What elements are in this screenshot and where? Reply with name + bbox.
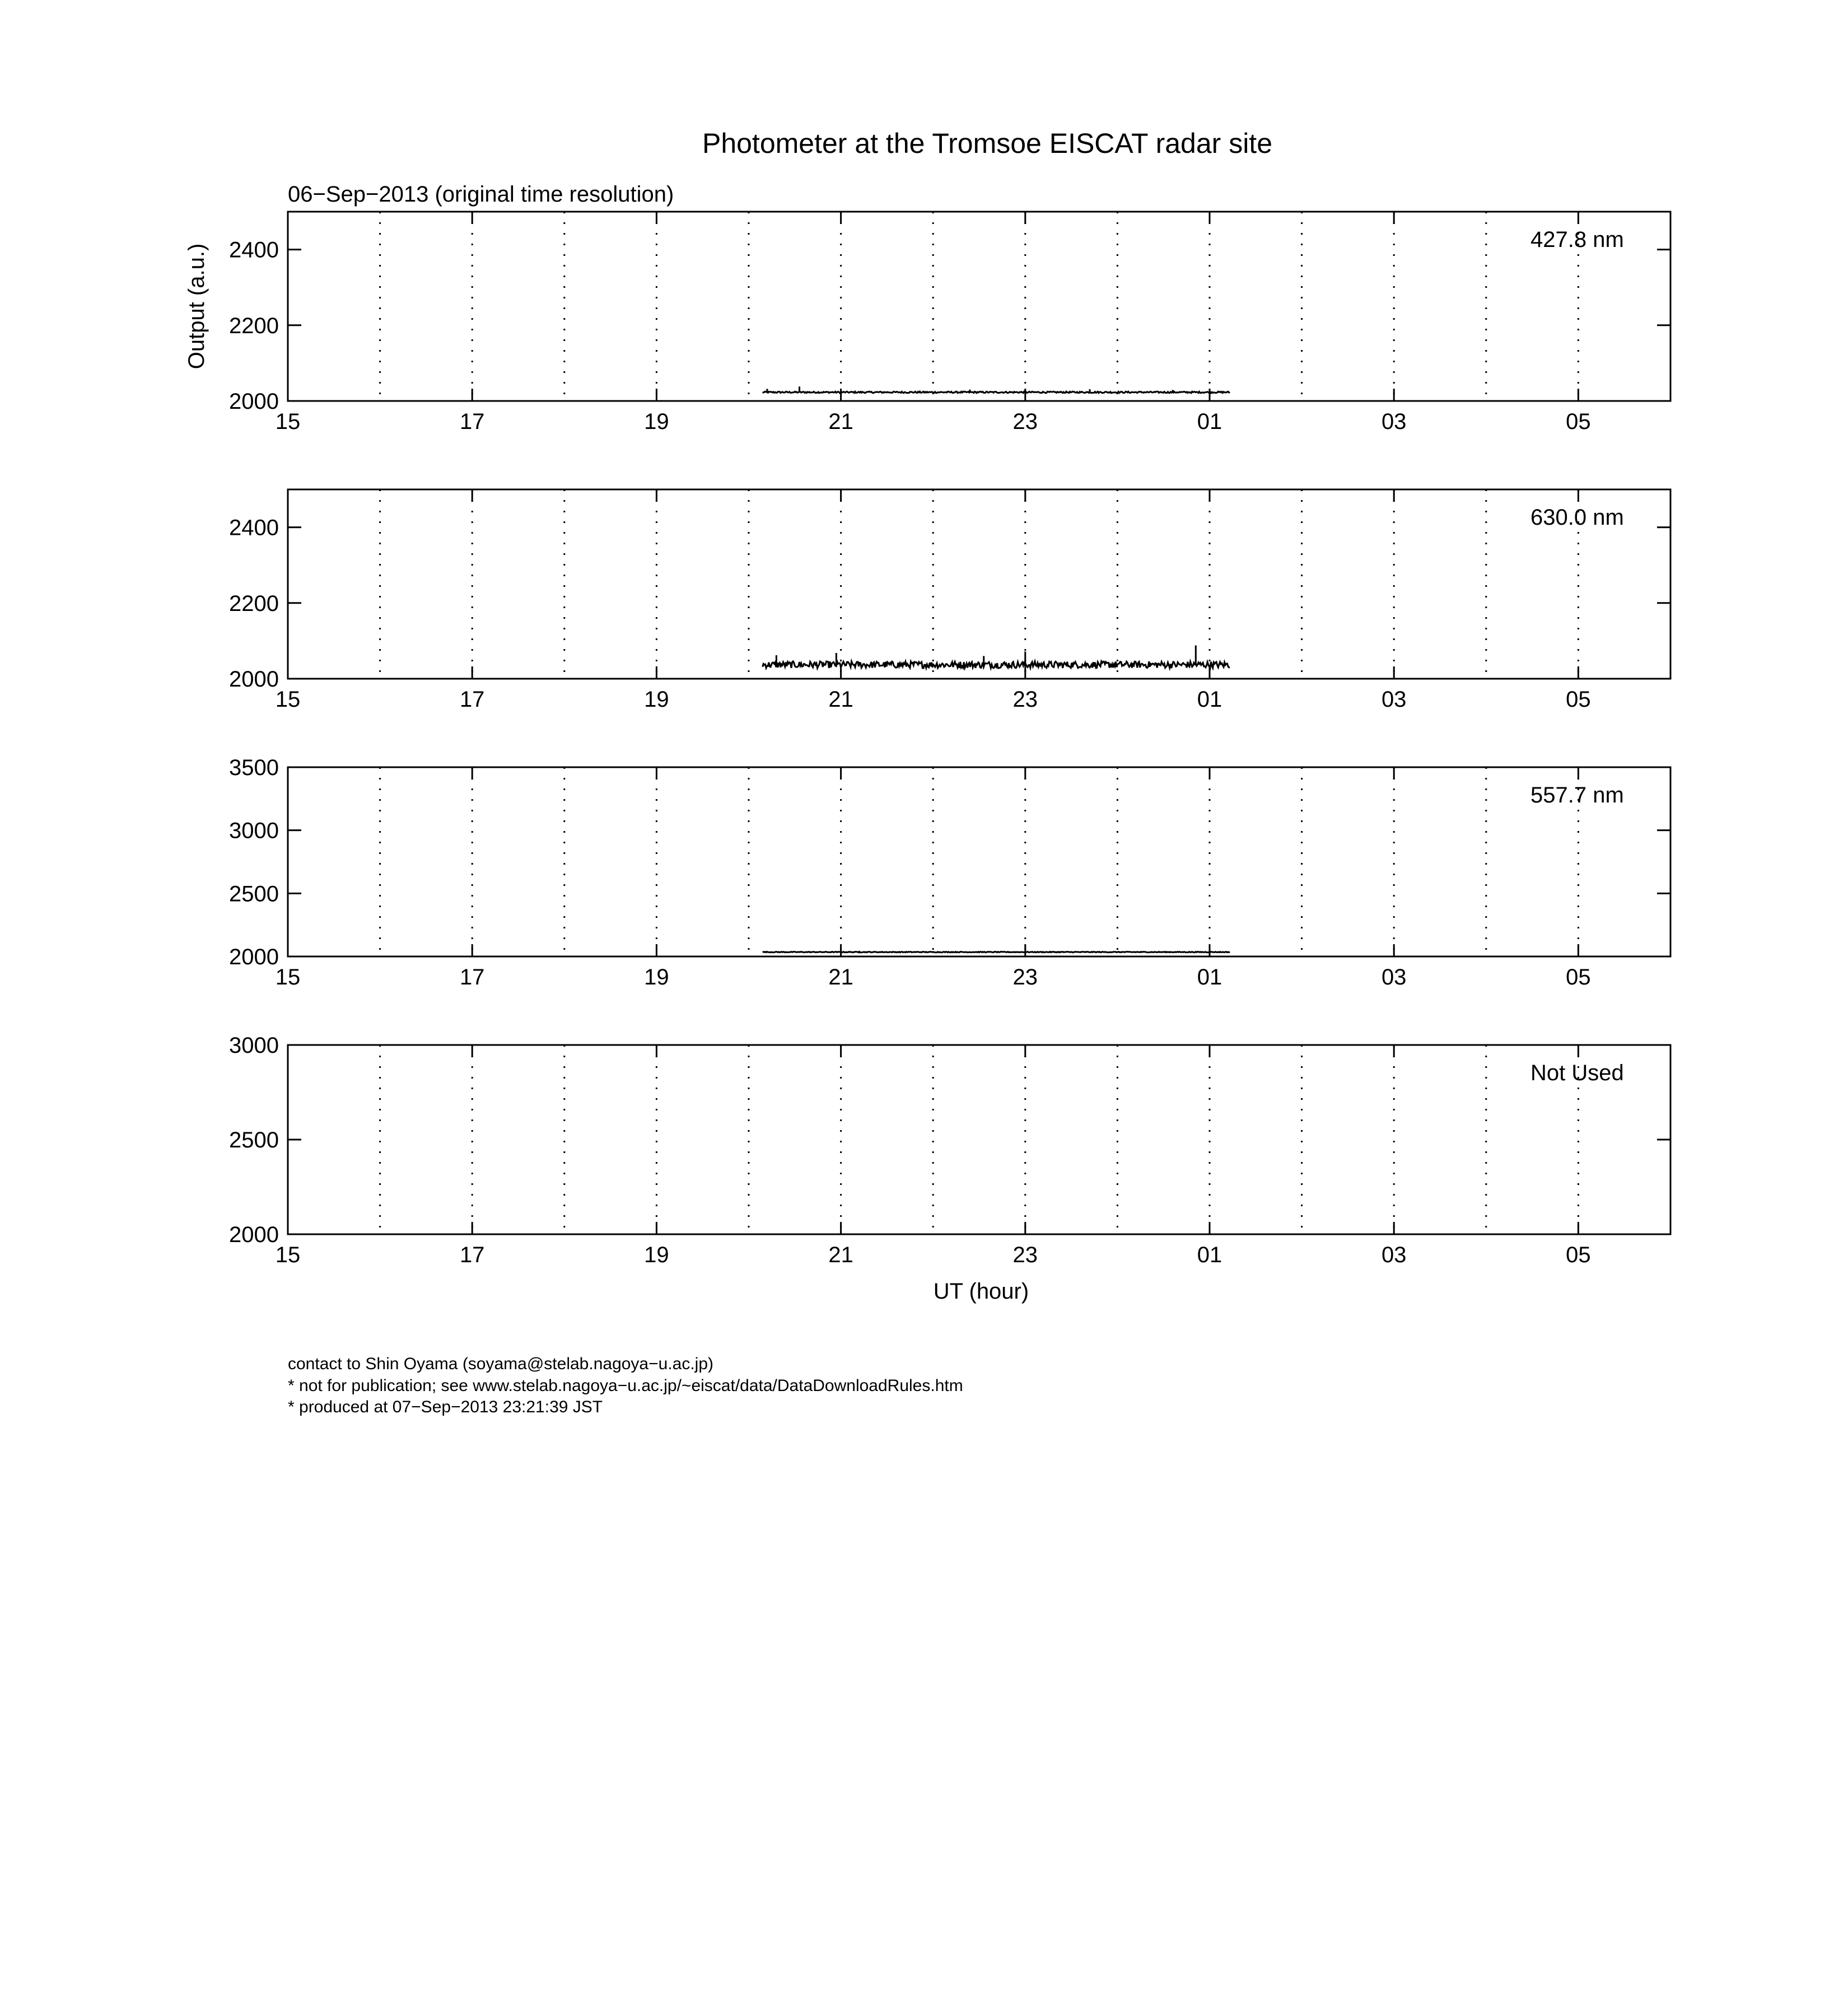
y-tick-label: 2400 xyxy=(229,237,279,263)
series-line xyxy=(763,391,1230,393)
x-tick-label: 15 xyxy=(275,1243,301,1267)
y-tick-label: 2200 xyxy=(229,313,279,338)
x-tick-label: 03 xyxy=(1381,687,1407,712)
y-tick-label: 3500 xyxy=(229,755,279,780)
axes-frame xyxy=(288,212,1670,401)
x-tick-label: 17 xyxy=(459,965,485,990)
x-tick-label: 03 xyxy=(1381,965,1407,990)
x-tick-label: 23 xyxy=(1012,1243,1038,1267)
series-line xyxy=(763,661,1230,668)
x-tick-label: 01 xyxy=(1197,1243,1222,1267)
figure-title: Photometer at the Tromsoe EISCAT radar site xyxy=(702,128,1273,159)
x-tick-label: 21 xyxy=(828,965,853,990)
panel-2 xyxy=(229,489,1670,712)
x-tick-label: 05 xyxy=(1566,1243,1591,1267)
x-tick-label: 05 xyxy=(1566,965,1591,990)
x-tick-label: 19 xyxy=(644,965,669,990)
x-tick-label: 23 xyxy=(1012,687,1038,712)
panel-label: 630.0 nm xyxy=(1530,505,1624,530)
x-tick-label: 19 xyxy=(644,687,669,712)
x-axis-label: UT (hour) xyxy=(933,1279,1029,1304)
panel-label: Not Used xyxy=(1530,1061,1624,1085)
footer-produced-at: * produced at 07−Sep−2013 23:21:39 JST xyxy=(288,1398,603,1416)
y-tick-label: 2500 xyxy=(229,881,279,907)
footer-contact: contact to Shin Oyama (soyama@stelab.nagoya−u.ac.jp) xyxy=(288,1355,714,1373)
x-tick-label: 01 xyxy=(1197,965,1222,990)
x-tick-label: 17 xyxy=(459,687,485,712)
axes-frame xyxy=(288,767,1670,956)
x-tick-label: 15 xyxy=(275,409,301,434)
y-tick-label: 3000 xyxy=(229,1033,279,1058)
panel-label: 557.7 nm xyxy=(1530,783,1624,808)
x-tick-label: 17 xyxy=(459,1243,485,1267)
x-tick-label: 15 xyxy=(275,965,301,990)
y-tick-label: 2500 xyxy=(229,1128,279,1152)
x-tick-label: 03 xyxy=(1381,409,1407,434)
figure-subtitle: 06−Sep−2013 (original time resolution) xyxy=(288,182,674,207)
x-tick-label: 21 xyxy=(828,687,853,712)
axes-frame xyxy=(288,489,1670,679)
x-tick-label: 15 xyxy=(275,687,301,712)
x-tick-label: 03 xyxy=(1381,1243,1407,1267)
y-tick-label: 2000 xyxy=(229,667,279,692)
series-line xyxy=(763,951,1230,952)
x-tick-label: 05 xyxy=(1566,409,1591,434)
x-tick-label: 21 xyxy=(828,1243,853,1267)
panel-label: 427.8 nm xyxy=(1530,227,1624,252)
y-tick-label: 2000 xyxy=(229,1222,279,1247)
y-axis-label: Output (a.u.) xyxy=(184,243,209,370)
x-tick-label: 01 xyxy=(1197,409,1222,434)
y-tick-label: 2200 xyxy=(229,591,279,616)
y-tick-label: 3000 xyxy=(229,818,279,843)
x-tick-label: 23 xyxy=(1012,965,1038,990)
x-tick-label: 19 xyxy=(644,1243,669,1267)
panels xyxy=(229,212,1670,1267)
axes-frame xyxy=(288,1045,1670,1234)
panel-4 xyxy=(229,1033,1670,1267)
x-tick-label: 19 xyxy=(644,409,669,434)
x-tick-label: 21 xyxy=(828,409,853,434)
x-tick-label: 05 xyxy=(1566,687,1591,712)
x-tick-label: 01 xyxy=(1197,687,1222,712)
x-tick-label: 17 xyxy=(459,409,485,434)
panel-3 xyxy=(229,755,1670,990)
y-tick-label: 2400 xyxy=(229,515,279,540)
panel-1 xyxy=(229,212,1670,434)
x-tick-label: 23 xyxy=(1012,409,1038,434)
y-tick-label: 2000 xyxy=(229,389,279,414)
y-tick-label: 2000 xyxy=(229,945,279,969)
footer-publication-note: * not for publication; see www.stelab.nagoya−u.ac.jp/~eiscat/data/DataDownloadRules.htm xyxy=(288,1376,963,1395)
